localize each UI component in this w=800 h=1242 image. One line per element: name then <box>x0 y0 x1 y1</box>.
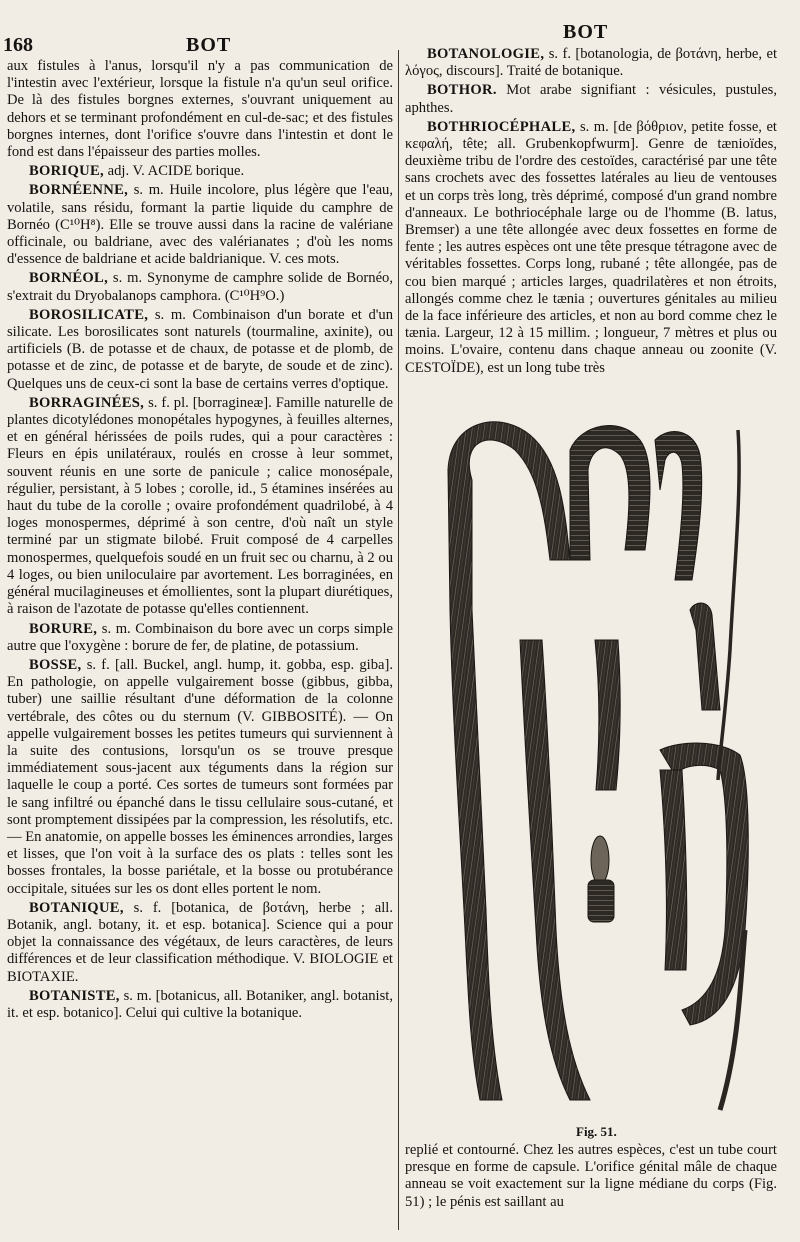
entry-text: adj. V. ACIDE borique. <box>107 163 245 180</box>
right-running-headword: BOT <box>563 21 609 43</box>
tapeworm-engraving <box>420 410 780 1130</box>
headword: BORNÉOL, <box>29 270 109 287</box>
column-divider <box>398 50 399 1230</box>
worm-neck-strand <box>718 430 739 780</box>
entry-botaniste <box>7 988 393 1022</box>
entry-borneenne <box>7 182 393 268</box>
entry-borure <box>7 621 393 655</box>
headword: BOSSE, <box>29 656 82 673</box>
entry-text: s. f. [botanica, de βοτάνη, herbe ; all. Botanik, angl. botany, it. et esp. botanica]. Science qui a pour objet la connaissance des végétaux, de leurs caractères, de leurs différences et de leur classification méthodique. V. BIOLOGIE et BIOTAXIE. <box>7 899 393 985</box>
entry-text: s. m. [botanicus, all. Botaniker, angl. botanist, it. et esp. botanico]. Celui qui cultive la botanique. <box>7 987 393 1021</box>
headword: BOTHRIOCÉPHALE, <box>427 118 576 135</box>
entry-borique <box>7 163 393 180</box>
worm-segment-4 <box>595 640 620 790</box>
figure-caption: Fig. 51. <box>576 1124 617 1139</box>
worm-segment-8 <box>660 770 687 970</box>
worm-segment-5 <box>655 432 702 580</box>
entry-text: s. f. [botanologia, de βοτάνη, herbe, et λόγος, discours]. Traité de botanique. <box>405 46 777 80</box>
left-running-headword: BOT <box>186 34 232 56</box>
page-number: 168 <box>3 34 33 56</box>
worm-segment-3 <box>570 426 650 560</box>
headword: BORNÉENNE, <box>29 182 129 199</box>
right-column <box>405 46 777 379</box>
entry-text: Mot arabe signifiant : vésicules, pustules, aphthes. <box>405 82 778 116</box>
headword: BOROSILICATE, <box>29 306 149 323</box>
entry-text: s. m. Combinaison du bore avec un corps simple autre que l'oxygène : borure de fer, de platine, de potassium. <box>7 620 393 654</box>
worm-segment-2 <box>520 640 590 1100</box>
entry-bothriocephale <box>405 119 777 377</box>
left-column <box>7 58 393 1024</box>
entry-text: s. m. Synonyme de camphre solide de Bornéo, s'extrait du Dryobalanops camphora. (C¹⁰H⁹O.) <box>7 270 393 304</box>
entry-bothor <box>405 82 777 116</box>
right-column-continuation <box>405 1142 777 1213</box>
entry-continuation: aux fistules à l'anus, lorsqu'il n'y a pas communication de l'intestin avec l'extérieur, lorsque la fistule n'a qu'un seul orifice. De là des fistules borgnes externes, s'ouvrant uniquement au dehors et se terminant profondément en cul-de-sac; et des fistules borgnes internes, dont l'orifice s'ouvre dans l'intestin et dont le fond est dans l'épaisseur des parties molles. <box>7 58 393 161</box>
entry-borneol <box>7 270 393 304</box>
headword: BOTANIQUE, <box>29 899 124 916</box>
entry-borraginees <box>7 395 393 619</box>
headword: BORURE, <box>29 620 98 637</box>
entry-botanologie <box>405 46 777 80</box>
worm-segment-6 <box>690 603 720 710</box>
worm-head-detail <box>588 836 614 922</box>
entry-borosilicate <box>7 307 393 393</box>
headword: BORIQUE, <box>29 163 104 180</box>
entry-bosse <box>7 657 393 898</box>
entry-botanique <box>7 900 393 986</box>
entry-text: s. m. [de βόθριον, petite fosse, et κεφαλή, tête; all. Grubenkopfwurm]. Genre de tænioïdes, deuxième tribu de l'ordre des cestoïdes, caractérisé par une tête sans crochets avec des fossettes latérales au lieu de ventouses et un corps très long, très déprimé, composé d'un grand nombre d'anneaux. Le bothriocéphale large ou de l'homme (B. latus, Bremser) a une tête allongée avec deux fossettes en forme de fente ; les autres espèces ont une tête presque tétragone avec de véritables fossettes. Corps long, rubané ; tête allongée, pas de cou bien marqué ; articles larges, quadrilatères et non étroits, allongés comme chez le tænia ; ouvertures génitales au milieu de la face inférieure des articles, et non au bord comme chez le tænia. Largeur, 12 à 15 millim. ; longueur, 7 mètres et plus ou moins. L'ovaire, contenu dans chaque anneau ou zoonite (V. CESTOÏDE), est un long tube très <box>405 118 777 376</box>
headword: BOTANISTE, <box>29 987 120 1004</box>
entry-continuation-bottom: replié et contourné. Chez les autres espèces, c'est un tube court presque en forme de capsule. L'orifice génital mâle de chaque anneau se voit exactement sur la ligne médiane du corps (Fig. 51) ; le pénis est saillant au <box>405 1142 777 1210</box>
headword: BORRAGINÉES, <box>29 394 145 411</box>
entry-text: s. m. Combinaison d'un borate et d'un silicate. Les borosilicates sont naturels (tourmaline, axinite), ou artificiels (B. de potasse et de chaux, de potasse et de plomb, de potasse et de zinc, de potasse et de baryte, de soude et de zinc). Quelques uns de ceux-ci sont la base de certains verres d'optique. <box>7 306 393 392</box>
entry-text: s. f. [all. Buckel, angl. hump, it. gobba, esp. giba]. En pathologie, on appelle vulgairement bosse (gibbus, gibba, tuber) une saillie résultant d'une déformation de la colonne vertébrale, des côtes ou du sternum (V. GIBBOSITÉ). — On appelle vulgairement bosses les petites tumeurs qui surviennent à la suite des contusions, lorsqu'un os se trouve presque immédiatement sous-jacent aux téguments dans la région sur laquelle le coup a porté. Ces sortes de tumeurs sont formées par le sang infiltré ou épanché dans le tissu cellulaire sous-cutané, et sont promptement dissipées par la compression, les résolutifs, etc. — En anatomie, on appelle bosses les éminences arrondies, larges et lisses, que l'on voit à la surface des os plats : telles sont les bosses frontales, la bosse pariétale, et la bosse ou protubérance occipitale, situées sur les os dont elles portent le nom. <box>7 656 393 897</box>
entry-text: s. m. Huile incolore, plus légère que l'eau, volatile, sans résidu, formant la partie liquide du camphre de Bornéo (C¹⁰H⁸). Elle se trouve aussi dans la racine de valériane officinale, ou baldriane, avec des valérianates ; d'où les noms d'essence de baldriane et acide baldrianique. V. ces mots. <box>7 182 393 268</box>
entry-text: s. f. pl. [borragineæ]. Famille naturelle de plantes dicotylédones monopétales hypogynes, à feuilles alternes, et en général hérissées de poils rudes, qui a pour caractères : Fleurs en épis unilatéraux, roulés en crosse à leur sommet, souvent réunis en une sorte de panicule ; calice monosépale, régulier, persistant, à 5 lobes ; corolle, id., 5 étamines insérées au haut du tube de la corolle ; ovaire profondément quadrilobé, à 4 loges monospermes, déprimé à son centre, d'où naît un style terminé par un stigmate bilobé. Fruit composé de 4 carpelles monospermes, quelquefois soudé en un fruit sec ou charnu, à 2 ou 4 loges, ou bien uniloculaire par avortement. Les borraginées, en général mucilagineuses et émollientes, sont la plupart diurétiques, à raison de l'azotate de potasse qu'elles contiennent. <box>7 394 393 618</box>
tapeworm-illustration <box>420 410 780 1130</box>
headword: BOTHOR. <box>427 82 497 99</box>
headword: BOTANOLOGIE, <box>427 46 545 62</box>
